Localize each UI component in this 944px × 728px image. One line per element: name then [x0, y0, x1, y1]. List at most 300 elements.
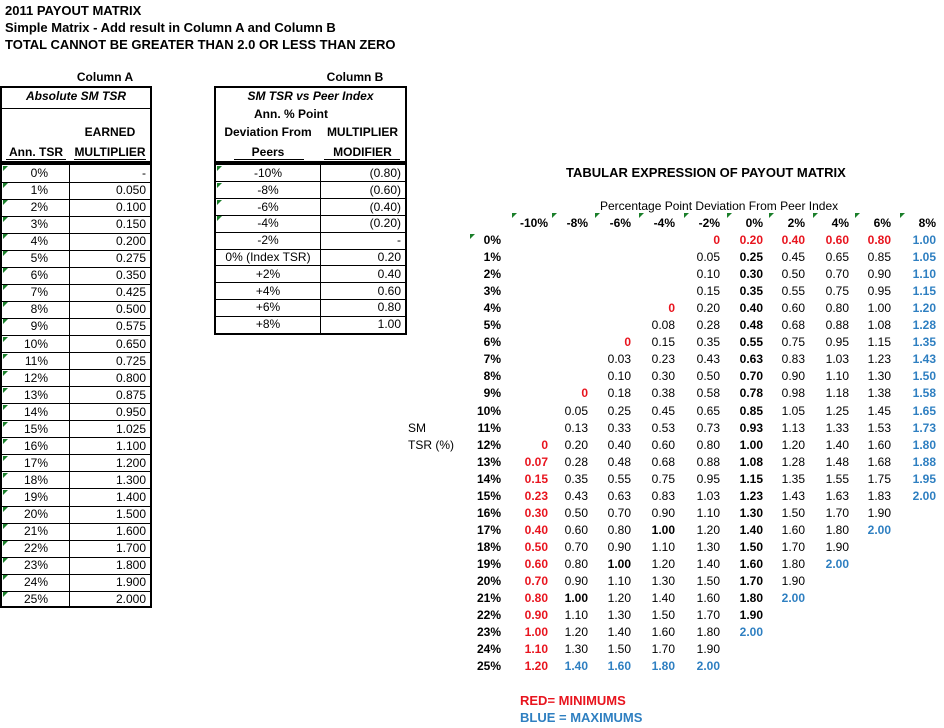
column-a-tsr: 14%: [23, 404, 48, 419]
matrix-cell: 0.93: [739, 420, 763, 435]
column-a-tsr: 18%: [23, 472, 48, 487]
matrix-cell: 0.90: [867, 267, 891, 282]
column-a-multiplier: 1.800: [115, 558, 146, 573]
matrix-cell: 1.50: [607, 642, 631, 657]
matrix-cell: 0.48: [607, 454, 631, 469]
column-b-deviation: +2%: [255, 266, 281, 281]
matrix-column-header: 0%: [745, 216, 763, 230]
matrix-cell: 1.45: [867, 403, 891, 418]
matrix-cell: 1.83: [867, 488, 891, 503]
header-note: TOTAL CANNOT BE GREATER THAN 2.0 OR LESS THAN ZERO: [5, 37, 396, 52]
matrix-cell: 1.10: [607, 574, 631, 588]
matrix-cell: 2.00: [867, 522, 891, 537]
column-b-col2-header-1: MULTIPLIER: [326, 125, 399, 139]
matrix-cell: 1.20: [564, 625, 588, 640]
matrix-cell: 0.85: [867, 250, 891, 265]
matrix-cell: 1.20: [607, 591, 631, 606]
matrix-cell: 0.90: [781, 369, 805, 384]
matrix-cell: 1.43: [781, 488, 805, 503]
matrix-cell: 1.43: [912, 352, 936, 367]
matrix-cell: 1.20: [524, 659, 548, 674]
matrix-row-header: 8%: [483, 369, 501, 384]
matrix-cell: 1.55: [825, 471, 849, 486]
matrix-cell: 1.50: [781, 505, 805, 520]
matrix-row-header: 5%: [483, 318, 501, 333]
column-a-multiplier: 1.025: [115, 421, 146, 436]
matrix-cell: 1.08: [739, 454, 763, 469]
matrix-row-header: 17%: [476, 522, 501, 537]
matrix-cell: 1.40: [739, 522, 763, 537]
legend-red: RED= MINIMUMS: [520, 693, 626, 708]
matrix-cell: 1.80: [739, 591, 763, 606]
matrix-row-header: 11%: [477, 420, 501, 435]
column-b-col2-header-2: MODIFIER: [333, 145, 392, 159]
matrix-cell: 1.00: [607, 556, 631, 571]
column-a-tsr: 13%: [23, 387, 48, 402]
corner-marker-icon: [470, 234, 475, 239]
column-a-tsr: 16%: [23, 438, 48, 453]
column-b-deviation: +6%: [255, 300, 281, 315]
matrix-cell: 0.45: [781, 250, 805, 265]
matrix-cell: 0.30: [524, 505, 548, 520]
matrix-cell: 0.23: [524, 488, 548, 503]
column-a-multiplier: 1.100: [115, 438, 146, 453]
matrix-cell: 1.80: [696, 625, 720, 640]
matrix-cell: 1.00: [912, 233, 936, 247]
matrix-cell: 1.00: [867, 301, 891, 316]
matrix-cell: 1.10: [524, 642, 548, 657]
column-b-deviation: -10%: [253, 166, 282, 180]
matrix-cell: 1.10: [564, 608, 588, 623]
matrix-column-header: 2%: [787, 216, 805, 230]
matrix-column-header: 6%: [873, 216, 891, 230]
matrix-cell: 1.50: [739, 539, 763, 554]
column-b-label: Column B: [326, 70, 384, 84]
matrix-cell: 2.00: [696, 659, 720, 674]
matrix-cell: 1.18: [825, 386, 849, 401]
matrix-cell: 0: [713, 233, 720, 247]
matrix-cell: 0.90: [564, 574, 588, 588]
matrix-cell: 0.90: [607, 539, 631, 554]
matrix-cell: 0.43: [696, 352, 720, 367]
column-a-multiplier: 1.300: [115, 472, 146, 487]
matrix-cell: 1.68: [867, 454, 891, 469]
matrix-cell: 1.70: [825, 505, 849, 520]
column-a-tsr: 5%: [30, 251, 48, 266]
matrix-cell: 1.30: [651, 574, 675, 588]
matrix-cell: 0.80: [607, 522, 631, 537]
column-a-tsr: 0%: [30, 166, 48, 180]
matrix-cell: 1.05: [912, 250, 936, 265]
matrix-cell: 1.25: [825, 403, 849, 418]
column-a-multiplier: 2.000: [115, 592, 146, 607]
matrix-cell: 1.70: [696, 608, 720, 623]
column-b-modifier: (0.40): [369, 199, 401, 214]
matrix-row-header: 1%: [483, 250, 501, 265]
matrix-cell: 0.20: [564, 437, 588, 452]
matrix-cell: 1.70: [651, 642, 675, 657]
matrix-cell: 0.60: [781, 301, 805, 316]
column-a-multiplier: 0.575: [115, 319, 146, 334]
matrix-cell: 0.68: [781, 318, 805, 333]
matrix-cell: 2.00: [912, 488, 936, 503]
column-a-multiplier: 1.500: [115, 507, 146, 521]
column-b-modifier: 0.80: [377, 300, 401, 315]
matrix-cell: 0.90: [524, 608, 548, 623]
column-a-tsr: 4%: [30, 234, 48, 249]
matrix-cell: 0.33: [607, 420, 631, 435]
matrix-row-header: 3%: [483, 284, 501, 299]
matrix-row-header: 10%: [476, 403, 501, 418]
matrix-cell: 1.30: [607, 608, 631, 623]
matrix-cell: 0.30: [739, 267, 763, 282]
column-b-deviation: +4%: [255, 283, 281, 298]
matrix-cell: 1.80: [912, 437, 936, 452]
matrix-row-header: 19%: [476, 556, 501, 571]
column-a-multiplier: 0.425: [115, 285, 146, 300]
column-b-deviation: -6%: [257, 199, 279, 214]
matrix-cell: 1.50: [912, 369, 936, 384]
matrix-cell: 1.20: [696, 522, 720, 537]
matrix-cell: 0.90: [651, 505, 675, 520]
matrix-cell: 1.40: [825, 437, 849, 452]
matrix-cell: 1.75: [867, 471, 891, 486]
matrix-cell: 0.70: [564, 539, 588, 554]
matrix-cell: 1.90: [867, 505, 891, 520]
matrix-row-header: 15%: [476, 488, 501, 503]
corner-marker-icon: [813, 213, 818, 218]
matrix-row-header: 18%: [476, 539, 501, 554]
matrix-cell: 1.60: [867, 437, 891, 452]
matrix-row-header: 20%: [476, 574, 501, 588]
corner-marker-icon: [769, 213, 774, 218]
matrix-cell: 0.88: [696, 454, 720, 469]
header-subtitle: Simple Matrix - Add result in Column A and Column B: [5, 20, 336, 35]
matrix-cell: 0.80: [867, 233, 891, 247]
matrix-cell: 1.10: [825, 369, 849, 384]
column-a-tsr: 19%: [23, 489, 48, 504]
matrix-row-header: 22%: [476, 608, 501, 623]
matrix-cell: 0.40: [739, 301, 763, 316]
matrix-cell: 1.50: [696, 574, 720, 588]
column-b-modifier: 0.40: [377, 266, 401, 281]
matrix-cell: 0.68: [651, 454, 675, 469]
matrix-row-header: 4%: [483, 301, 501, 316]
header-title: 2011 PAYOUT MATRIX: [5, 3, 142, 18]
matrix-cell: 1.35: [912, 335, 936, 350]
column-a-tsr: 6%: [30, 268, 48, 283]
matrix-row-header: 25%: [476, 659, 501, 674]
matrix-cell: 1.23: [739, 488, 763, 503]
column-a-tsr: 7%: [30, 285, 48, 300]
matrix-column-header: -8%: [566, 216, 588, 230]
column-a-tsr: 3%: [30, 217, 48, 232]
matrix-cell: 1.10: [696, 505, 720, 520]
matrix-cell: 0.30: [651, 369, 675, 384]
matrix-cell: 0.70: [739, 369, 763, 384]
column-b-modifier: (0.60): [369, 182, 401, 197]
matrix-cell: 1.90: [825, 539, 849, 554]
column-a-multiplier: 0.875: [115, 387, 146, 402]
matrix-row-header: 12%: [476, 437, 501, 452]
matrix-cell: 1.05: [781, 403, 805, 418]
matrix-cell: 1.03: [696, 488, 720, 503]
column-a-tsr: 12%: [23, 370, 48, 385]
matrix-cell: 1.63: [825, 488, 849, 503]
matrix-cell: 1.48: [825, 454, 849, 469]
matrix-cell: 0.07: [524, 454, 548, 469]
matrix-cell: 0.70: [607, 505, 631, 520]
matrix-cell: 1.35: [781, 471, 805, 486]
corner-marker-icon: [727, 213, 732, 218]
column-a-multiplier: 1.600: [115, 524, 146, 539]
column-a-col2-header-1: EARNED: [84, 125, 136, 139]
matrix-cell: 0.55: [607, 471, 631, 486]
matrix-cell: 1.28: [781, 454, 805, 469]
matrix-column-header: -10%: [519, 216, 548, 230]
matrix-title: TABULAR EXPRESSION OF PAYOUT MATRIX: [566, 165, 846, 180]
column-b-modifier: -: [397, 233, 401, 248]
column-a-tsr: 11%: [24, 353, 48, 368]
column-a-title: Absolute SM TSR: [25, 89, 126, 103]
column-a-tsr: 1%: [30, 183, 48, 198]
corner-marker-icon: [552, 213, 557, 218]
column-b-title: SM TSR vs Peer Index: [247, 89, 374, 103]
column-a-tsr: 22%: [23, 541, 48, 556]
matrix-cell: 1.80: [781, 556, 805, 571]
matrix-cell: 1.15: [739, 471, 763, 486]
column-b-deviation: 0% (Index TSR): [225, 250, 311, 264]
matrix-cell: 0.03: [607, 352, 631, 367]
matrix-cell: 1.08: [867, 318, 891, 333]
matrix-cell: 1.00: [739, 437, 763, 452]
column-b-modifier: 0.20: [377, 250, 401, 264]
column-a-tsr: 25%: [23, 592, 48, 607]
matrix-cell: 0.40: [781, 233, 805, 247]
matrix-cell: 0.98: [781, 386, 805, 401]
matrix-cell: 1.88: [912, 454, 936, 469]
matrix-cell: 1.23: [867, 352, 891, 367]
matrix-cell: 1.60: [781, 522, 805, 537]
column-a-multiplier: 0.725: [115, 353, 146, 368]
column-a-label: Column A: [76, 70, 134, 84]
matrix-cell: 1.60: [607, 659, 631, 674]
matrix-cell: 1.60: [651, 625, 675, 640]
matrix-row-label-1: SM: [408, 421, 426, 435]
matrix-cell: 1.30: [867, 369, 891, 384]
column-a-tsr: 2%: [30, 200, 48, 215]
matrix-cell: 1.50: [651, 608, 675, 623]
matrix-cell: 1.10: [912, 267, 936, 282]
column-a-multiplier: 0.500: [115, 302, 146, 317]
column-a-tsr: 15%: [23, 421, 48, 436]
matrix-cell: 0.15: [524, 471, 548, 486]
matrix-cell: 0.15: [651, 335, 675, 350]
matrix-cell: 0.08: [651, 318, 675, 333]
matrix-cell: 1.30: [739, 505, 763, 520]
matrix-row-header: 0%: [483, 233, 501, 247]
column-b-deviation: -4%: [257, 216, 279, 231]
column-b-deviation: +8%: [255, 317, 281, 332]
matrix-cell: 0.50: [781, 267, 805, 282]
column-a-tsr: 9%: [30, 319, 48, 334]
matrix-column-header: 8%: [918, 216, 936, 230]
matrix-cell: 0: [581, 386, 588, 401]
matrix-cell: 0.48: [739, 318, 763, 333]
matrix-cell: 1.90: [739, 608, 763, 623]
column-a-multiplier: 0.350: [115, 268, 146, 283]
matrix-cell: 0.60: [651, 437, 675, 452]
column-a-col2-header-2: MULTIPLIER: [74, 145, 146, 159]
matrix-cell: 0.95: [867, 284, 891, 299]
matrix-cell: 0.80: [696, 437, 720, 452]
column-a-tsr: 10%: [23, 336, 48, 351]
column-a-tsr: 8%: [30, 302, 48, 317]
matrix-cell: 0.75: [825, 284, 849, 299]
matrix-row-header: 24%: [476, 642, 501, 657]
matrix-cell: 1.38: [867, 386, 891, 401]
column-a-multiplier: 0.100: [115, 200, 146, 215]
matrix-row-header: 16%: [476, 505, 501, 520]
matrix-row-header: 2%: [483, 267, 501, 282]
column-a-col1-header: Ann. TSR: [9, 145, 63, 159]
matrix-cell: 0.95: [825, 335, 849, 350]
column-a-multiplier: 0.650: [115, 336, 146, 351]
matrix-cell: 0.80: [825, 301, 849, 316]
matrix-cell: 0.23: [651, 352, 675, 367]
matrix-cell: 0.85: [739, 403, 763, 418]
matrix-cell: 0.38: [651, 386, 675, 401]
corner-marker-icon: [512, 213, 517, 218]
matrix-cell: 0: [668, 301, 675, 316]
column-a-multiplier: -: [142, 166, 146, 180]
column-a-multiplier: 0.950: [115, 404, 146, 419]
legend-blue: BLUE = MAXIMUMS: [520, 710, 643, 725]
matrix-cell: 0.13: [564, 420, 588, 435]
matrix-cell: 1.15: [867, 335, 891, 350]
matrix-cell: 0.60: [825, 233, 849, 247]
matrix-cell: 1.70: [739, 574, 763, 588]
matrix-cell: 0.10: [696, 267, 720, 282]
matrix-column-header: -4%: [653, 216, 675, 230]
matrix-cell: 1.40: [564, 659, 588, 674]
matrix-column-header: -6%: [609, 216, 631, 230]
matrix-cell: 0.10: [607, 369, 631, 384]
matrix-cell: 1.73: [912, 420, 936, 435]
corner-marker-icon: [684, 213, 689, 218]
column-b-deviation: -8%: [257, 182, 279, 197]
column-b-sub1: Ann. % Point: [254, 107, 328, 121]
matrix-cell: 0.15: [696, 284, 720, 299]
matrix-cell: 0.83: [781, 352, 805, 367]
matrix-cell: 1.00: [564, 591, 588, 606]
matrix-cell: 0.70: [524, 574, 548, 588]
matrix-cell: 0.35: [696, 335, 720, 350]
matrix-cell: 0.70: [825, 267, 849, 282]
matrix-cell: 0.63: [739, 352, 763, 367]
matrix-cell: 0.20: [739, 233, 763, 247]
matrix-cell: 1.30: [564, 642, 588, 657]
matrix-column-title: Percentage Point Deviation From Peer Index: [600, 199, 839, 213]
matrix-cell: 0.43: [564, 488, 588, 503]
matrix-cell: 0.20: [696, 301, 720, 316]
matrix-cell: 0.40: [524, 522, 548, 537]
matrix-cell: 0.50: [524, 539, 548, 554]
column-a-tsr: 24%: [23, 575, 48, 590]
matrix-cell: 0.25: [607, 403, 631, 418]
column-a-multiplier: 0.275: [115, 251, 146, 266]
column-a-tsr: 21%: [23, 524, 48, 539]
matrix-cell: 0.80: [524, 591, 548, 606]
matrix-cell: 1.80: [825, 522, 849, 537]
matrix-cell: 0.50: [564, 505, 588, 520]
corner-marker-icon: [595, 213, 600, 218]
matrix-cell: 0.60: [564, 522, 588, 537]
column-b-modifier: (0.80): [369, 166, 401, 180]
matrix-cell: 0.50: [696, 369, 720, 384]
matrix-cell: 0.55: [739, 335, 763, 350]
matrix-cell: 1.00: [651, 522, 675, 537]
column-a-multiplier: 1.900: [115, 575, 146, 590]
column-a-multiplier: 0.150: [115, 217, 146, 232]
matrix-cell: 1.30: [696, 539, 720, 554]
matrix-cell: 0.18: [607, 386, 631, 401]
matrix-cell: 1.03: [825, 352, 849, 367]
matrix-cell: 1.10: [651, 539, 675, 554]
matrix-cell: 2.00: [825, 556, 849, 571]
matrix-cell: 0: [624, 335, 631, 350]
matrix-cell: 1.00: [524, 625, 548, 640]
matrix-cell: 2.00: [781, 591, 805, 606]
matrix-cell: 0.35: [739, 284, 763, 299]
matrix-cell: 0: [541, 437, 548, 452]
matrix-cell: 0.53: [651, 420, 675, 435]
column-b-deviation: -2%: [257, 233, 279, 248]
matrix-cell: 0.35: [564, 471, 588, 486]
matrix-cell: 0.05: [564, 403, 588, 418]
matrix-row-header: 7%: [483, 352, 501, 367]
matrix-cell: 1.15: [912, 284, 936, 299]
matrix-cell: 0.73: [696, 420, 720, 435]
matrix-cell: 0.78: [739, 386, 763, 401]
column-b-col1-header-1: Deviation From: [224, 125, 312, 139]
matrix-cell: 0.65: [825, 250, 849, 265]
corner-marker-icon: [639, 213, 644, 218]
matrix-row-header: 14%: [476, 471, 501, 486]
matrix-cell: 1.65: [912, 403, 936, 418]
matrix-cell: 1.60: [739, 556, 763, 571]
matrix-cell: 1.70: [781, 539, 805, 554]
matrix-cell: 0.75: [781, 335, 805, 350]
matrix-cell: 1.58: [912, 386, 936, 401]
column-a-multiplier: 1.700: [115, 541, 146, 556]
matrix-cell: 1.40: [607, 625, 631, 640]
corner-marker-icon: [900, 213, 905, 218]
matrix-cell: 1.33: [825, 420, 849, 435]
matrix-cell: 1.80: [651, 659, 675, 674]
matrix-cell: 1.90: [781, 574, 805, 588]
matrix-cell: 0.28: [564, 454, 588, 469]
matrix-cell: 1.40: [696, 556, 720, 571]
matrix-cell: 0.83: [651, 488, 675, 503]
column-a-multiplier: 0.800: [115, 370, 146, 385]
matrix-column-header: 4%: [831, 216, 849, 230]
matrix-cell: 1.28: [912, 318, 936, 333]
matrix-row-header: 6%: [483, 335, 501, 350]
matrix-cell: 0.05: [696, 250, 720, 265]
matrix-cell: 0.40: [607, 437, 631, 452]
matrix-cell: 0.55: [781, 284, 805, 299]
